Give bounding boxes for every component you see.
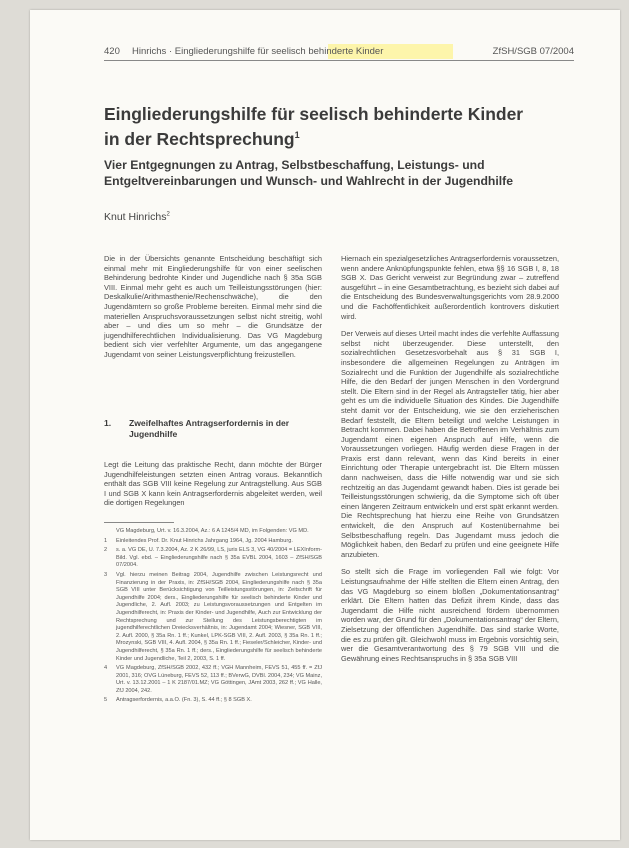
footnote [104,697,322,705]
left-column-section-text [104,460,322,516]
subtitle-line-2: Entgeltvereinbarungen und Wunsch- und Wahlrecht in der Jugendhilfe [104,174,513,188]
footnote-number: 3 [104,571,108,578]
right-column [341,254,559,671]
footnote-number: 1 [104,537,108,544]
title-line-1: Eingliederungshilfe für seelisch behinderte Kinder [104,104,524,124]
footnote [104,528,322,536]
footnote-number: 5 [104,697,108,704]
footnote [104,572,322,663]
section-number: 1. [104,418,112,428]
footnote-text: Einleitendes Prof. Dr. Knut Hinrichs Jahrgang 1964, Jg. 2004 Hamburg. [116,537,293,544]
page-number: 420 [104,46,120,57]
footnote-text: VG Magdeburg, ZfSH/SGB 2002, 432 ff.; VGH Mannheim, FEVS 51, 455 ff. = ZfJ 2001, 316; OVG Lüneburg, FEVS 52, 113 ff.; BVerwG, DVBl. 2004, 234; VG Mainz, Urt. v. 13.12.2001 – 1 K 2187/01.MZ; VG Göttingen, JAmt 2003, 262 ff.; VG Halle, ZfJ 2004, 242. [116,665,322,694]
subtitle-line-1: Vier Entgegnungen zu Antrag, Selbstbeschaffung, Leistungs- und [104,158,485,172]
footnote-text: VG Magdeburg, Urt. v. 16.3.2004, Az.: 6 A 1245/4 MD, im Folgenden: VG MD. [116,528,309,534]
title-footnote-mark: 1 [294,130,300,140]
footnote [104,538,322,546]
running-title: Hinrichs · Eingliederungshilfe für seelisch behinderte Kinder [132,46,384,57]
footnote-number: 2 [104,547,108,554]
section-paragraph: Legt die Leitung das praktische Recht, dann möchte der Bürger Jugendhilfeleistungen setzten einen Antrag voraus. Bekanntlich enthält das SGB VIII keine Regelung zur Antragstellung. Aus SGB I und SGB X kann kein Antragserfordernis abgeleitet werden, weil die dortigen Regelungen [104,460,322,508]
footnote-number: 4 [104,665,108,672]
right-paragraph-1: Hiernach ein spezialgesetzliches Antragserfordernis voraussetzen, wenn andere Anknüpfungspunkte fehlen, etwa §§ 16 SGB I, 8, 18 SGB X. Das Gericht verweist zur Begründung zwar – zutreffend ausgeführt – in eine Gesamtbetrachtung, es bezieht sich dabei auf die Entscheidung des Bundesverwaltungsgerichts vom 28.9.2000 und die Fachöffentlichkeit außerordentlich kontrovers diskutiert wird. [341,254,559,321]
document-page [30,10,620,840]
footnotes [104,528,322,707]
footnote-text: Antragserfordernis, a.a.O. (Fn. 3), S. 44 ff.; § 8 SGB X. [116,697,252,704]
footnote-text: Vgl. hierzu meinen Beitrag 2004, Jugendhilfe zwischen Leistungsrecht und Finanzierung in der Praxis, in: ZfSH/SGB 2004, Eingliederungshilfe nach § 35a SGB VIII unter Berücksichtigung von Teilleistungsstörungen, in: Zeitschrift für Jugendhilfe 2004; ders., Eingliederungshilfe für seelisch behinderte Kinder und Jugendliche, 2. Aufl. 2003; zu Leistungsvoraussetzungen und Entgelten im Jugendhilferecht, in: Praxis der Kinder- und Jugendhilfe, Auch zur Entwicklung der Rechtsprechung und zur Stellung des Leistungsberechtigten im jugendhilferechtlichen Dreiecksverhältnis, in: Jugendamt 2004; Wiesner, SGB VIII, 2. Aufl. 2000, § 35a Rn. 1 ff.; Kunkel, LPK-SGB VIII, 2. Aufl. 2003, § 35a Rn. 1 ff.; Mrozynski, SGB VIII, 4. Aufl. 2004, § 35a Rn. 1 ff.; Fieseler/Schleicher, Kinder- und Jugendhilferecht, § 35a Rn. 1 ff.; ders., Eingliederungshilfe für seelisch behinderte Kinder und Jugendliche, Teil 2, 2003, S. 1 ff. [116,571,322,662]
intro-paragraph: Die in der Übersichts genannte Entscheidung beschäftigt sich einmal mehr mit Eingliederungshilfe für von einer seelischen Behinderung bedrohte Kinder und Jugendliche nach § 35a SGB VIII. Einmal mehr geht es auch um Teilleistungsstörungen (hier: Deskalkulie/Arithmasthenie/Rechenschwäche), die den Jugendämtern so große Probleme bereiten. Einmal mehr sind die materiellen Anspruchsvoraussetzungen selbst nicht streitig, wohl aber – und dies um so mehr – die Grundsätze der jugendhilferechtlichen Individualisierung. Das VG Magdeburg bedient sich vier verfehlter Argumente, um das angegangene Jugendamt von seiner Leistungsverpflichtung freizustellen. [104,254,322,359]
running-header [104,44,574,61]
article-title [104,104,574,150]
right-paragraph-2: Der Verweis auf dieses Urteil macht indes die verfehlte Auffassung selbst nicht überzeugender. Diese unterstellt, den sozialrechtlichen Gesetzesvorbehalt aus § 31 SGB I, insbesondere die allgemeinen Regelungen zu Anträgen im Sozialrecht und die Funktion der Jugendhilfe als sozialrechtliche Hilfe, die den Bedarf der jungen Menschen in den Vordergrund stellt. Die Eltern sind in der Regel als Antragsteller tätig, hier aber geht es um die individuelle Situation des Kindes. Die Jugendhilfe steht damit vor der Entscheidung, wie sie den erzieherischen Bedarf feststellt, die Eltern beteiligt und welche Leistungen in Betracht kommen. Dabei haben die Betroffenen im Verhältnis zum Jugendamt einen eigenen Anspruch auf Hilfe, wenn die Voraussetzungen vorliegen. Häufig werden diese Fragen in der Praxis erst dann relevant, wenn das Kind bereits in einer Einrichtung oder Therapie untergebracht ist. Die Eltern müssen dann nachweisen, dass die Hilfe notwendig war und sie sich rechtzeitig an das Jugendamt gewandt haben. Dies ist gerade bei Teilleistungsstörungen schwierig, da die Symptome sich oft über einen längeren Zeitraum entwickeln und erst spät erkannt werden. Die Rechtsprechung hat hierzu eine Reihe von Grundsätzen entwickelt, die den Anspruch auf Kostenübernahme bei Selbstbeschaffung regeln. Das Jugendamt muss jedoch die Möglichkeit haben, den Bedarf zu prüfen und eine geeignete Hilfe anzubieten. [341,329,559,559]
journal-reference: ZfSH/SGB 07/2004 [492,46,574,57]
left-column-intro [104,254,322,368]
author-text: Knut Hinrichs [104,211,167,223]
footnote [104,665,322,695]
article-subtitle [104,157,584,189]
section-title: Zweifelhaftes Antragserfordernis in der Jugendhilfe [129,418,290,439]
right-paragraph-3: So stellt sich die Frage im vorliegenden Fall wie folgt: Vor Leistungsaufnahme der Hilfe stellten die Eltern einen Antrag, den das VG Magdeburg so einem bloßen „Dokumentationsantrag“ erklärt. Die Eltern hatten das Defizit ihrem Kinde, dass das Jugendamt die Hilfe nicht ausreichend fördern übernommen worden war, der Grund für den „Dokumentationsantrag“ der Eltern, Zielsetzung der öffentlichen Jugendhilfe. Das sind starke Worte, die es zu prüfen gilt. Gleichwohl muss im Ergebnis vorsichtig sein, wer die Gesamtverantwortung des § 79 SGB VIII und die Gewährung eines Rechtsanspruchs in § 35a SGB VIII [341,567,559,663]
title-line-2: in der Rechtsprechung [104,128,295,149]
author-footnote-mark: 2 [166,211,170,218]
footnote [104,547,322,570]
footnote-rule [104,522,174,523]
footnote-text: s. a. VG DE, U. 7.3.2004, Az. 2 K 26/99, LS, juris ELS 3, VG 40/2004 = LEXInform-Bild. Vgl. ebd. – Eingliederungshilfe nach § 35a EVBL 2004, 1603 – ZfSH/SGB 07/2004. [116,547,322,569]
author-name [104,211,170,223]
